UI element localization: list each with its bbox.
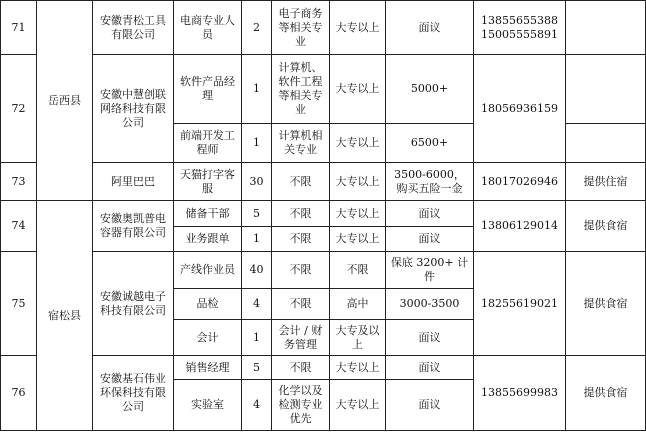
benefit-cell: 提供住宿 bbox=[566, 163, 646, 201]
benefit-cell bbox=[566, 1, 646, 55]
count-cell: 30 bbox=[242, 163, 272, 201]
education-cell: 大专以上 bbox=[330, 201, 386, 227]
county-cell: 宿松县 bbox=[37, 201, 93, 431]
major-cell: 不限 bbox=[272, 252, 330, 289]
education-cell: 大专以上 bbox=[330, 124, 386, 163]
row-number: 76 bbox=[1, 356, 37, 431]
count-cell: 1 bbox=[242, 55, 272, 124]
phone-cell: 18017026946 bbox=[474, 163, 566, 201]
row-number: 75 bbox=[1, 252, 37, 356]
education-cell: 不限 bbox=[330, 252, 386, 289]
count-cell: 1 bbox=[242, 320, 272, 356]
row-number: 74 bbox=[1, 201, 37, 252]
position-cell: 实验室 bbox=[174, 380, 242, 431]
salary-cell: 面议 bbox=[386, 356, 474, 380]
table-row bbox=[1, 201, 646, 227]
count-cell: 1 bbox=[242, 227, 272, 252]
position-cell: 业务跟单 bbox=[174, 227, 242, 252]
position-cell: 软件产品经理 bbox=[174, 55, 242, 124]
position-cell: 天猫打字客服 bbox=[174, 163, 242, 201]
salary-cell: 保底 3200+ 计件 bbox=[386, 252, 474, 289]
major-cell: 化学以及检测专业优先 bbox=[272, 380, 330, 431]
position-cell: 销售经理 bbox=[174, 356, 242, 380]
table-row bbox=[1, 252, 646, 289]
education-cell: 大专以上 bbox=[330, 163, 386, 201]
count-cell: 5 bbox=[242, 201, 272, 227]
benefit-cell bbox=[566, 124, 646, 163]
count-cell: 1 bbox=[242, 124, 272, 163]
row-number: 72 bbox=[1, 55, 37, 163]
position-cell: 产线作业员 bbox=[174, 252, 242, 289]
table-row bbox=[1, 163, 646, 201]
phone-cell: 13855699983 bbox=[474, 356, 566, 431]
benefit-cell: 提供食宿 bbox=[566, 201, 646, 252]
position-cell: 会计 bbox=[174, 320, 242, 356]
company-cell: 阿里巴巴 bbox=[93, 163, 174, 201]
education-cell: 大专以上 bbox=[330, 55, 386, 124]
position-cell: 储备干部 bbox=[174, 201, 242, 227]
county-cell: 岳西县 bbox=[37, 1, 93, 201]
salary-cell: 面议 bbox=[386, 320, 474, 356]
count-cell: 2 bbox=[242, 1, 272, 55]
position-cell: 品检 bbox=[174, 289, 242, 320]
company-cell: 安徽青松工具有限公司 bbox=[93, 1, 174, 55]
education-cell: 大专以上 bbox=[330, 227, 386, 252]
row-number: 71 bbox=[1, 1, 37, 55]
major-cell: 不限 bbox=[272, 356, 330, 380]
benefit-cell: 提供食宿 bbox=[566, 356, 646, 431]
education-cell: 大专以上 bbox=[330, 356, 386, 380]
salary-cell: 3000-3500 bbox=[386, 289, 474, 320]
education-cell: 大专以上 bbox=[330, 380, 386, 431]
benefit-cell bbox=[566, 55, 646, 124]
salary-cell: 面议 bbox=[386, 227, 474, 252]
company-cell: 安徽奥凯普电容器有限公司 bbox=[93, 201, 174, 252]
education-cell: 大专及以上 bbox=[330, 320, 386, 356]
education-cell: 高中 bbox=[330, 289, 386, 320]
count-cell: 4 bbox=[242, 380, 272, 431]
major-cell: 会计 / 财务管理 bbox=[272, 320, 330, 356]
company-cell: 安徽基石伟业环保科技有限公司 bbox=[93, 356, 174, 431]
salary-cell: 面议 bbox=[386, 201, 474, 227]
major-cell: 电子商务等相关专业 bbox=[272, 1, 330, 55]
table-row bbox=[1, 1, 646, 55]
salary-cell: 5000+ bbox=[386, 55, 474, 124]
major-cell: 不限 bbox=[272, 227, 330, 252]
salary-cell: 面议 bbox=[386, 380, 474, 431]
salary-cell: 3500-6000，购买五险一金 bbox=[386, 163, 474, 201]
row-number: 73 bbox=[1, 163, 37, 201]
company-cell: 安徽中慧创联网络科技有限公司 bbox=[93, 55, 174, 163]
count-cell: 4 bbox=[242, 289, 272, 320]
major-cell: 计算机、软件工程等相关专业 bbox=[272, 55, 330, 124]
phone-cell: 18056936159 bbox=[474, 55, 566, 163]
phone-cell: 13855655388 15005555891 bbox=[474, 1, 566, 55]
table-row bbox=[1, 55, 646, 124]
major-cell: 计算机相关专业 bbox=[272, 124, 330, 163]
position-cell: 电商专业人员 bbox=[174, 1, 242, 55]
company-cell: 安徽诚越电子科技有限公司 bbox=[93, 252, 174, 356]
major-cell: 不限 bbox=[272, 289, 330, 320]
salary-cell: 6500+ bbox=[386, 124, 474, 163]
major-cell: 不限 bbox=[272, 201, 330, 227]
education-cell: 大专以上 bbox=[330, 1, 386, 55]
count-cell: 5 bbox=[242, 356, 272, 380]
phone-cell: 18255619021 bbox=[474, 252, 566, 356]
benefit-cell: 提供食宿 bbox=[566, 252, 646, 356]
table-row bbox=[1, 356, 646, 380]
phone-cell: 13806129014 bbox=[474, 201, 566, 252]
position-cell: 前端开发工程师 bbox=[174, 124, 242, 163]
count-cell: 40 bbox=[242, 252, 272, 289]
major-cell: 不限 bbox=[272, 163, 330, 201]
salary-cell: 面议 bbox=[386, 1, 474, 55]
